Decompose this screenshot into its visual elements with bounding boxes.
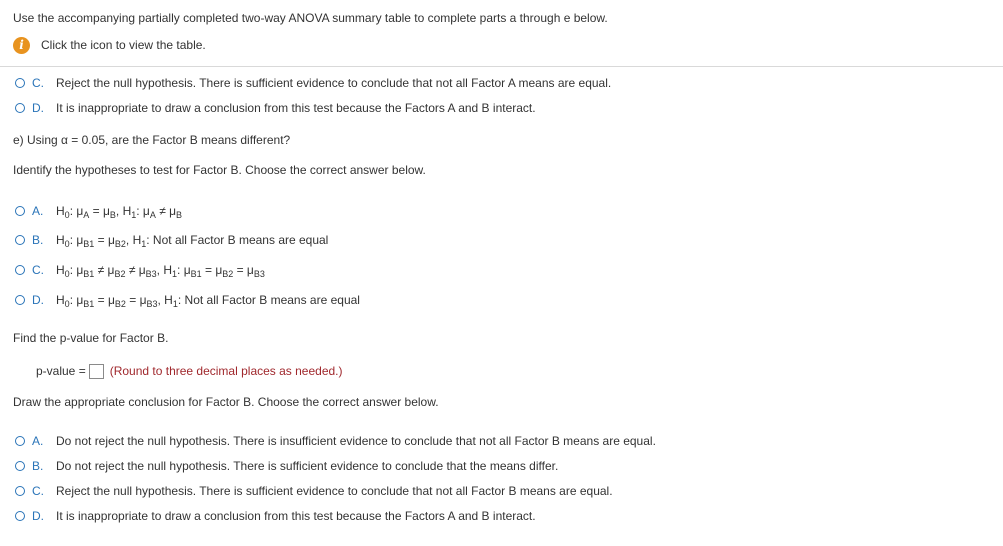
- pvalue-label: p-value =: [36, 364, 86, 378]
- hypothesis-option-d[interactable]: [15, 292, 360, 308]
- option-text: Reject the null hypothesis. There is sufficient evidence to conclude that not all Factor A means are equal.: [56, 76, 612, 90]
- pvalue-row: [36, 362, 343, 380]
- option-text: It is inappropriate to draw a conclusion from this test because the Factors A and B interact.: [56, 509, 536, 523]
- radio-button[interactable]: [15, 78, 25, 88]
- pvalue-hint: (Round to three decimal places as needed.): [109, 364, 343, 378]
- radio-button[interactable]: [15, 436, 25, 446]
- option-text: It is inappropriate to draw a conclusion from this test because the Factors A and B interact.: [56, 101, 536, 115]
- radio-button[interactable]: [15, 206, 25, 216]
- divider: [0, 66, 1003, 67]
- radio-button[interactable]: [15, 486, 25, 496]
- option-letter: A.: [32, 204, 44, 218]
- hypothesis-text: $H_0$: $\mu_A = \mu_B$, $H_1$: $\mu_A \ne \mu_B$: [56, 204, 183, 220]
- pvalue-input[interactable]: [89, 364, 104, 379]
- hypothesis-option-c[interactable]: [15, 262, 265, 278]
- option-letter: D.: [32, 293, 44, 307]
- radio-button[interactable]: [15, 235, 25, 245]
- conclusion-option-d[interactable]: [15, 508, 536, 524]
- identify-prompt: Identify the hypotheses to test for Factor B. Choose the correct answer below.: [13, 163, 426, 177]
- hypothesis-option-a[interactable]: [15, 203, 182, 219]
- instruction-text: Use the accompanying partially completed two-way ANOVA summary table to complete parts a through e below.: [13, 11, 608, 25]
- radio-button[interactable]: [15, 461, 25, 471]
- option-letter: B.: [32, 233, 44, 247]
- radio-button[interactable]: [15, 511, 25, 521]
- conclusion-option-a[interactable]: [15, 433, 656, 449]
- pvalue-prompt: Find the p-value for Factor B.: [13, 331, 169, 345]
- prev-option-d[interactable]: [15, 100, 536, 116]
- radio-button[interactable]: [15, 103, 25, 113]
- part-e-question: e) Using α = 0.05, are the Factor B means different?: [13, 133, 291, 147]
- radio-button[interactable]: [15, 265, 25, 275]
- option-letter: A.: [32, 434, 44, 448]
- option-letter: B.: [32, 459, 44, 473]
- conclusion-prompt: Draw the appropriate conclusion for Factor B. Choose the correct answer below.: [13, 395, 439, 409]
- info-text: Click the icon to view the table.: [41, 38, 206, 52]
- info-icon[interactable]: i: [13, 37, 30, 54]
- option-text: Reject the null hypothesis. There is sufficient evidence to conclude that not all Factor B means are equal.: [56, 484, 613, 498]
- option-letter: C.: [32, 484, 44, 498]
- radio-button[interactable]: [15, 295, 25, 305]
- option-letter: C.: [32, 76, 44, 90]
- info-row: [13, 36, 206, 54]
- hypothesis-text: $H_0$: $\mu_{B1} \ne \mu_{B2} \ne \mu_{B3}$, $H_1$: $\mu_{B1} = \mu_{B2} = \mu_{B3}$: [56, 263, 265, 279]
- hypothesis-text: $H_0$: $\mu_{B1} = \mu_{B2} = \mu_{B3}$, $H_1$: Not all Factor B means are equal: [56, 293, 360, 309]
- prev-option-c[interactable]: [15, 75, 611, 91]
- hypothesis-option-b[interactable]: [15, 232, 328, 248]
- option-letter: D.: [32, 101, 44, 115]
- conclusion-option-c[interactable]: [15, 483, 613, 499]
- option-letter: C.: [32, 263, 44, 277]
- conclusion-option-b[interactable]: [15, 458, 558, 474]
- option-text: Do not reject the null hypothesis. There is sufficient evidence to conclude that the means differ.: [56, 459, 559, 473]
- option-text: Do not reject the null hypothesis. There is insufficient evidence to conclude that not all Factor B means are equal.: [56, 434, 656, 448]
- hypothesis-text: $H_0$: $\mu_{B1} = \mu_{B2}$, $H_1$: Not all Factor B means are equal: [56, 233, 329, 249]
- option-letter: D.: [32, 509, 44, 523]
